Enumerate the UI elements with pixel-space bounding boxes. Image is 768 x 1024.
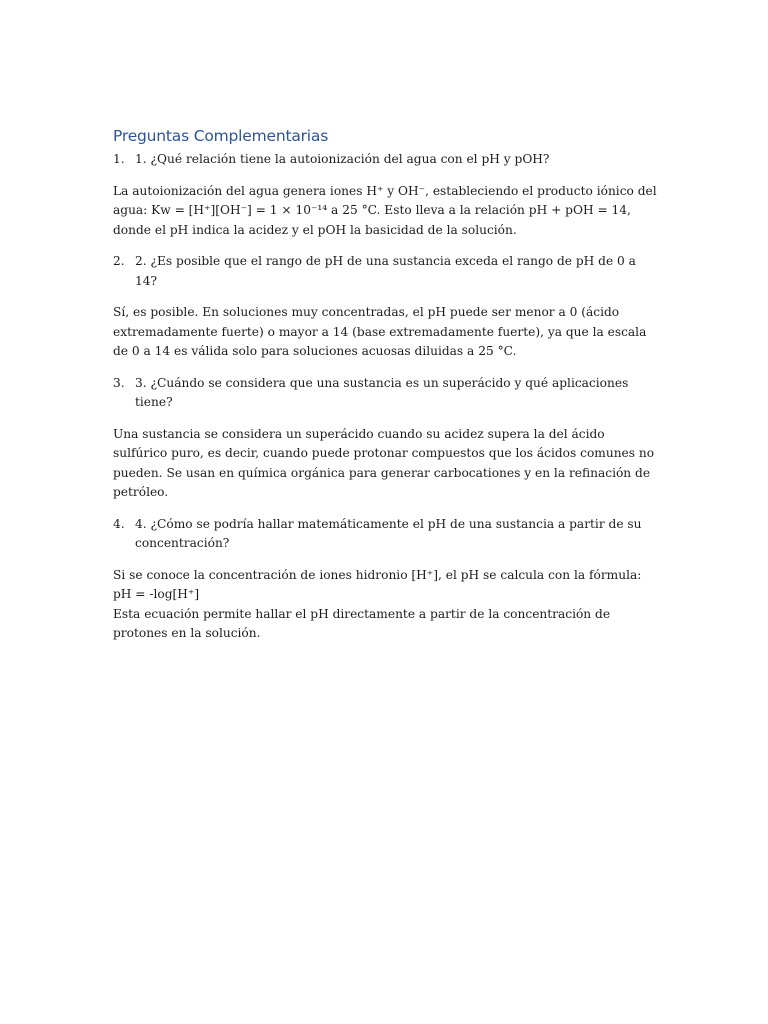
question-number: 3. [113,375,125,390]
page-title: Preguntas Complementarias [113,127,329,145]
question-3 [113,374,659,413]
question-text: 1. ¿Qué relación tiene la autoionización del agua con el pH y pOH? [135,152,550,166]
answer-1: La autoionización del agua genera iones H⁺ y OH⁻, estableciendo el producto iónico del agua: Kw = [H⁺][OH⁻] = 1 × 10⁻¹⁴ a 25 °C. Esto lleva a la relación pH + pOH = 14, donde el pH indica la acidez y el pOH la basicidad de la solución. [113,183,657,237]
answer-2: Sí, es posible. En soluciones muy concentradas, el pH puede ser menor a 0 (ácido extremadamente fuerte) o mayor a 14 (base extremadamente fuerte), ya que la escala de 0 a 14 es válida solo para soluciones acuosas diluidas a 25 °C. [113,305,647,358]
question-number: 2. [113,254,125,268]
question-number: 1. [113,152,125,166]
question-4 [113,515,659,554]
answer-4-formula: pH = -log[H⁺] [113,587,200,601]
question-number: 4. [113,516,125,531]
question-text: 2. ¿Es posible que el rango de pH de una sustancia exceda el rango de pH de 0 a 14? [135,254,636,288]
question-2 [113,252,659,291]
answer-3: Una sustancia se considera un superácido cuando su acidez supera la del ácido sulfúrico puro, es decir, cuando puede protonar compuestos que los ácidos comunes no pueden. Se usan en química orgánica para generar carbocationes y en la refinación de petróleo. [113,426,655,499]
answer-4-line-3: Esta ecuación permite hallar el pH directamente a partir de la concentración de protones en la solución. [113,606,611,640]
question-1 [113,150,659,170]
answer-4-line-1: Si se conoce la concentración de iones hidronio [H⁺], el pH se calcula con la fórmula: [113,567,642,582]
document-body [113,126,659,644]
question-text: 4. ¿Cómo se podría hallar matemáticamente el pH de una sustancia a partir de su concentración? [135,516,642,550]
question-text: 3. ¿Cuándo se considera que una sustancia es un superácido y qué aplicaciones tiene? [135,375,629,409]
